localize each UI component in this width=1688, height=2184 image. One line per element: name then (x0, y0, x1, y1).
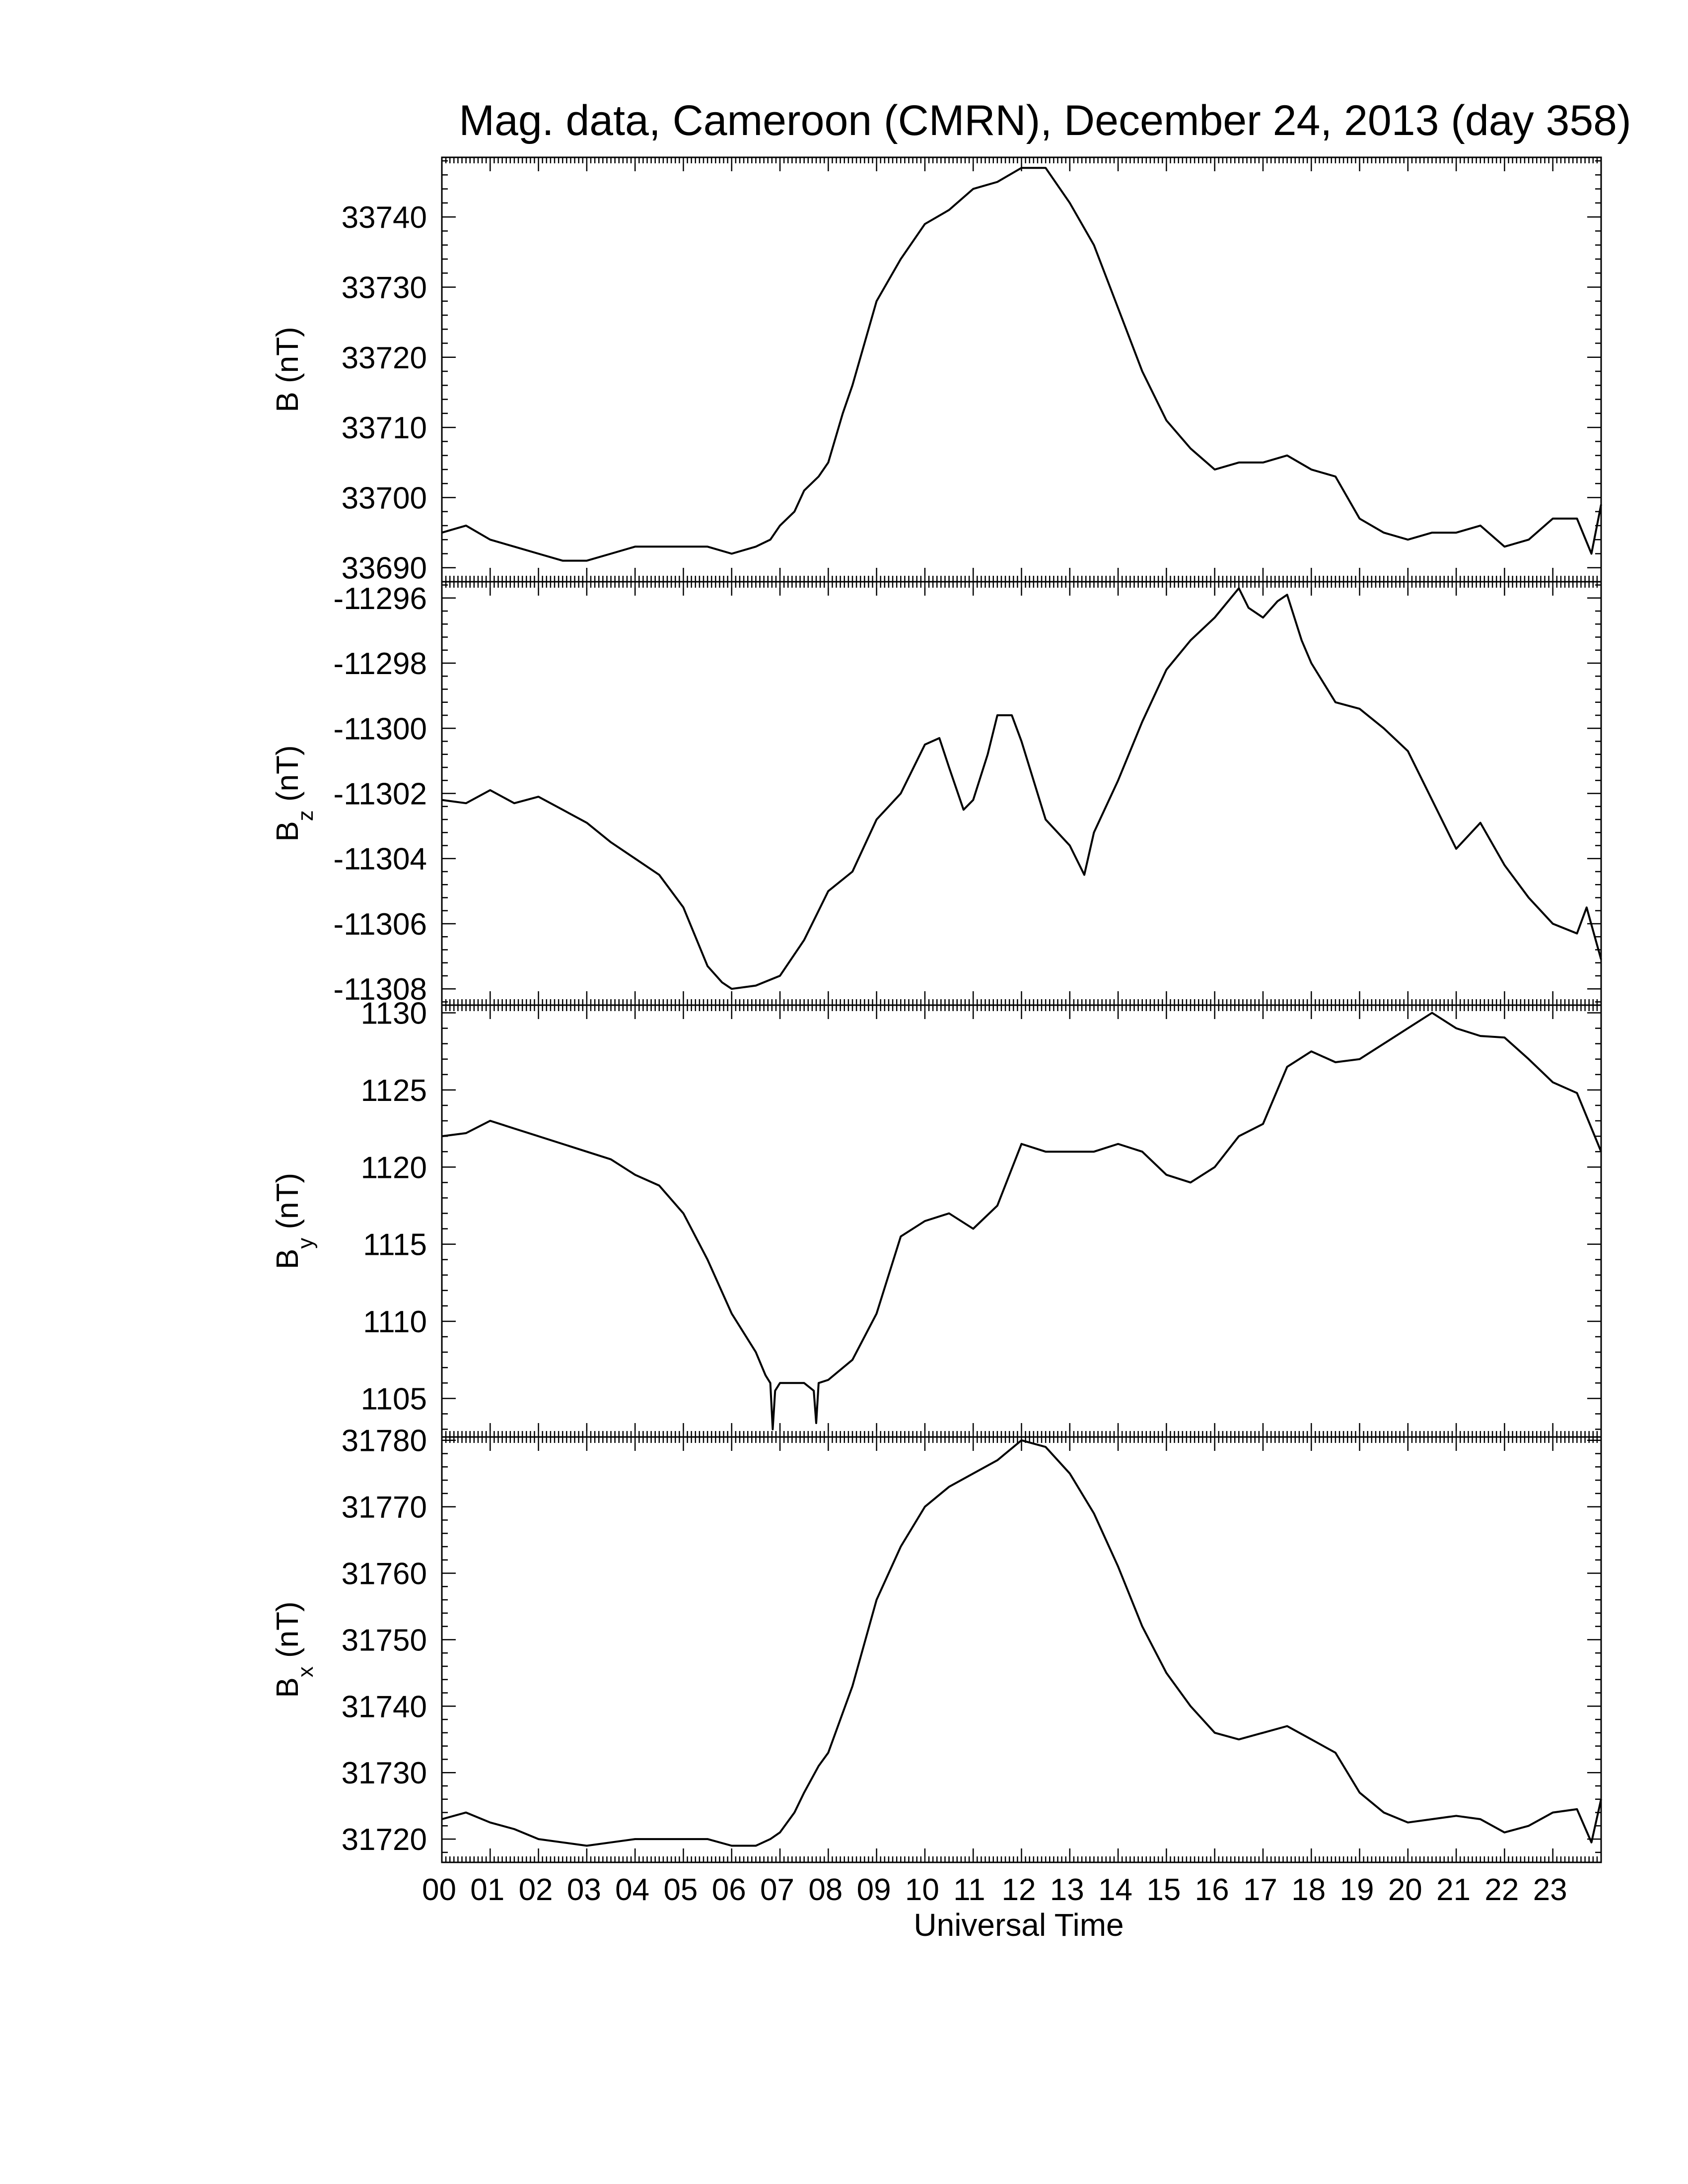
y-tick-label: 1105 (360, 1382, 427, 1417)
y-tick-label: 31780 (341, 1424, 427, 1458)
panel-B (271, 157, 1601, 586)
x-tick-label: 19 (1339, 1873, 1374, 1907)
x-ticks (442, 582, 1601, 1005)
y-ticks (442, 161, 1601, 582)
y-tick-label: 1130 (360, 996, 427, 1031)
y-tick-label: 33740 (341, 201, 427, 235)
series-line-Bx (442, 1440, 1601, 1846)
x-tick-label: 05 (663, 1873, 698, 1907)
y-tick-label: -11300 (333, 712, 427, 747)
x-tick-label: 22 (1484, 1873, 1519, 1907)
x-tick-label: 11 (953, 1873, 985, 1907)
series-line-By (442, 1013, 1601, 1430)
x-ticks (442, 1005, 1601, 1437)
panel-Bx (271, 1424, 1601, 1862)
y-axis-label-B: B (nT) (271, 327, 305, 412)
y-tick-label: -11304 (333, 842, 427, 877)
x-tick-labels (422, 1873, 1567, 1907)
y-tick-label: 1110 (363, 1304, 427, 1339)
x-tick-label: 18 (1291, 1873, 1326, 1907)
y-ticks (442, 1013, 1601, 1430)
y-axis-label-Bz: $B_z$ (nT) (271, 745, 318, 842)
y-axis-label-By: $B_y$ (nT) (271, 1172, 318, 1270)
y-tick-label: -11296 (333, 581, 427, 616)
y-tick-label: 33720 (341, 341, 427, 375)
y-tick-label: 1115 (363, 1228, 427, 1262)
x-tick-label: 04 (615, 1873, 650, 1907)
x-tick-label: 03 (566, 1873, 601, 1907)
y-tick-label: 1125 (360, 1073, 427, 1108)
panel-frame (442, 582, 1601, 1005)
x-tick-label: 13 (1050, 1873, 1084, 1907)
x-tick-label: 09 (856, 1873, 891, 1907)
y-tick-label: -11306 (333, 907, 427, 942)
panel-Bz (271, 582, 1601, 1007)
y-tick-label: 31750 (341, 1623, 427, 1658)
panel-frame (442, 1005, 1601, 1437)
x-tick-label: 20 (1388, 1873, 1422, 1907)
y-tick-label: 31740 (341, 1690, 427, 1724)
chart-title: Mag. data, Cameroon (CMRN), December 24, 2013 (day 358) (459, 97, 1631, 144)
y-tick-label: 33690 (341, 551, 427, 586)
y-tick-label: -11308 (333, 972, 427, 1007)
x-tick-label: 07 (760, 1873, 795, 1907)
x-tick-label: 02 (518, 1873, 553, 1907)
x-tick-label: 15 (1146, 1873, 1181, 1907)
y-tick-label: 33700 (341, 481, 427, 516)
x-tick-label: 21 (1436, 1873, 1471, 1907)
y-axis-label-Bx: $B_x$ (nT) (271, 1601, 318, 1698)
y-tick-label: 31770 (341, 1490, 427, 1525)
x-tick-label: 14 (1098, 1873, 1133, 1907)
x-tick-label: 00 (422, 1873, 456, 1907)
y-tick-label: -11302 (333, 777, 427, 812)
y-tick-label: 31730 (341, 1756, 427, 1791)
x-tick-label: 17 (1243, 1873, 1277, 1907)
series-line-Bz (442, 588, 1601, 989)
panels (271, 157, 1601, 1862)
panel-frame (442, 1437, 1601, 1862)
y-tick-label: 31720 (341, 1823, 427, 1857)
x-tick-label: 10 (905, 1873, 939, 1907)
x-axis-label: Universal Time (914, 1907, 1124, 1943)
y-ticks (442, 1440, 1601, 1852)
panel-frame (442, 157, 1601, 582)
x-ticks (442, 1437, 1601, 1862)
x-tick-label: 16 (1195, 1873, 1229, 1907)
series-line-B (442, 168, 1601, 560)
x-tick-label: 01 (470, 1873, 505, 1907)
y-tick-label: 31760 (341, 1557, 427, 1591)
x-tick-label: 06 (711, 1873, 746, 1907)
y-ticks (442, 585, 1601, 1002)
y-tick-label: 33730 (341, 271, 427, 305)
x-ticks (442, 157, 1601, 582)
y-tick-label: 33710 (341, 411, 427, 446)
y-tick-label: 1120 (360, 1151, 427, 1185)
x-tick-label: 08 (808, 1873, 843, 1907)
x-tick-label: 23 (1533, 1873, 1567, 1907)
x-tick-label: 12 (1001, 1873, 1036, 1907)
y-tick-label: -11298 (333, 647, 427, 682)
panel-By (271, 997, 1601, 1437)
